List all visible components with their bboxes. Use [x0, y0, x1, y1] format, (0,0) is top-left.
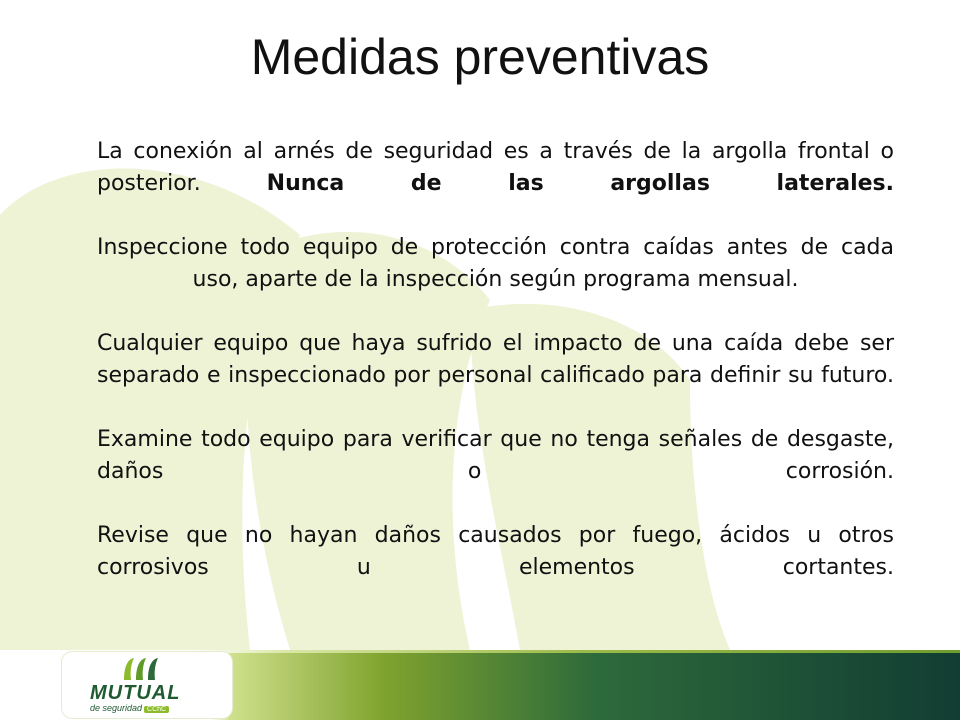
mutual-logo [62, 652, 232, 718]
slide-title: Medidas preventivas [250, 29, 710, 85]
paragraph-harness-connection [97, 136, 894, 200]
paragraph-inspection: Inspeccione todo equipo de protección contra caídas antes de cada uso, aparte de la inspección según programa mensual. [97, 235, 894, 292]
logo-mark-icon [122, 656, 164, 682]
paragraph-damage-check: Revise que no hayan daños causados por fuego, ácidos u otros corrosivos u elementos cortantes. [97, 523, 894, 580]
paragraph-bold-text: Nunca de las argollas laterales. [266, 171, 894, 196]
logo-subtitle [90, 703, 169, 713]
slide-body [97, 136, 894, 584]
logo-tag: CChC [144, 706, 169, 713]
logo-subtitle-text: de seguridad [90, 703, 143, 713]
logo-wordmark: MUTUAL [90, 682, 181, 704]
paragraph-fall-impact: Cualquier equipo que haya sufrido el impacto de una caída debe ser separado e inspeccionado por personal calificado para definir su futuro. [97, 331, 894, 388]
paragraph-text: La conexión al arnés de seguridad es a través de la argolla frontal o posterior. [97, 139, 894, 196]
paragraph-examine-equipment: Examine todo equipo para verificar que no tenga señales de desgaste, daños o corrosión. [97, 427, 894, 484]
